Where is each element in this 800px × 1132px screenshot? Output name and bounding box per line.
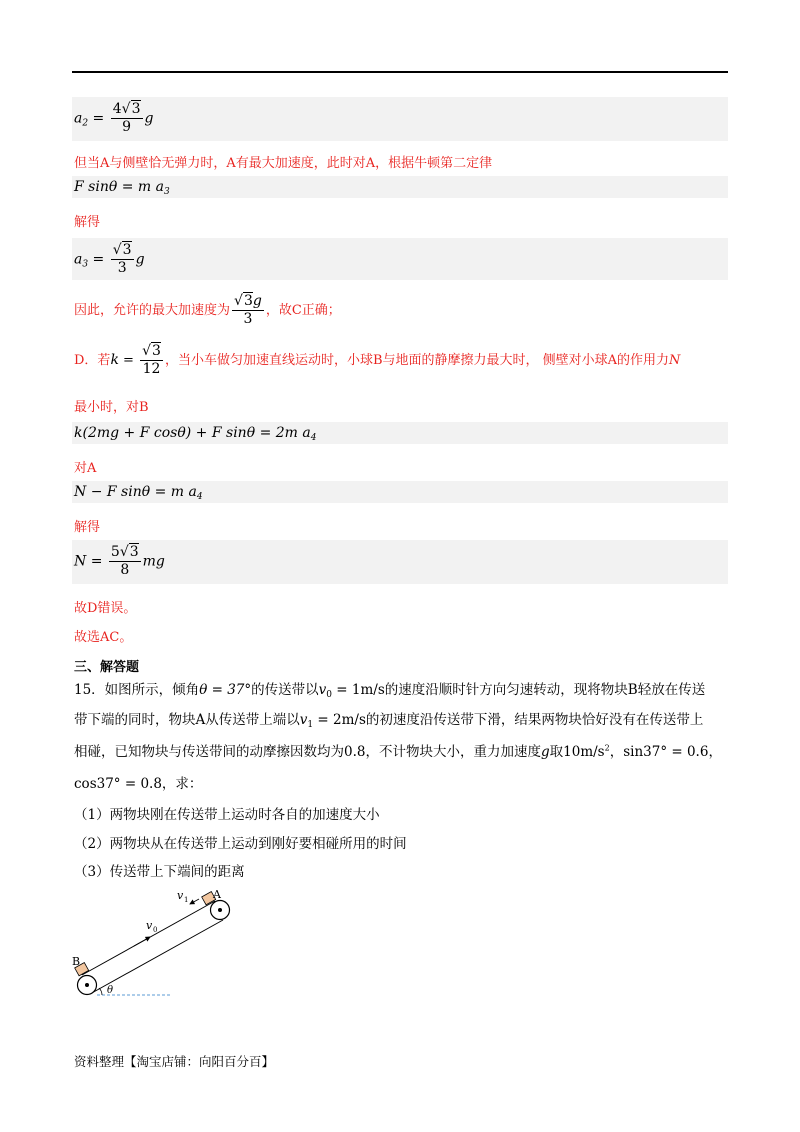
angle-arc [99, 988, 102, 995]
label-b: B [72, 955, 81, 968]
question-part-1: （1）两物块刚在传送带上运动时各自的加速度大小 [74, 807, 380, 823]
question-part-2: （2）两物块从在传送带上运动到刚好要相碰所用的时间 [74, 836, 407, 852]
belt [82, 901, 223, 994]
label-v0: v [146, 919, 153, 932]
equation-band [72, 238, 728, 280]
top-pulley [211, 901, 230, 920]
equation-n: N − F sinθ = m $a_4$ [74, 484, 203, 502]
equation-k: k(2mg + F cosθ) + F sinθ = 2m $a_4$ [74, 425, 317, 443]
text-dui-a: 对A [74, 461, 97, 476]
question-15-line3: 相碰，已知物块与传送带间的动摩擦因数均为0.8，不计物块大小，重力加速度g取$10m/s^2$，sin37° = 0.6， [74, 743, 722, 760]
v0-arrow [134, 937, 150, 946]
equation-band [72, 176, 728, 198]
text-jiede: 解得 [74, 215, 101, 230]
text-option-d: D．若k = $\frac{√3}{12}$ ，当小车做匀加速直线运动时，小球B与地面的静摩擦力最大时， 侧壁对小球A的作用力N [74, 343, 681, 377]
header-rule [72, 71, 728, 73]
equation-band [72, 540, 728, 584]
text-min-b: 最小时，对B [74, 400, 149, 415]
text-d-wrong: 故D错误。 [74, 601, 137, 616]
label-a: A [213, 888, 221, 901]
question-15-line1: 15．如图所示，倾角θ = 37°的传送带以$v_0 = 1m/s$的速度沿顺时针方向匀速转动，现将物块B轻放在传送 [74, 682, 706, 700]
section-heading: 三、解答题 [74, 660, 140, 675]
label-v1-sub: 1 [184, 896, 189, 904]
question-15-line4: cos37° = 0.8，求： [74, 776, 203, 792]
label-theta: θ [107, 985, 114, 996]
footer-source: 资料整理【淘宝店铺：向阳百分百】 [74, 1054, 275, 1069]
question-15-line2: 带下端的同时，物块A从传送带上端以$v_1 = 2m/s$的初速度沿传送带下滑，结果两物块恰好没有在传送带上 [74, 712, 704, 730]
equation-f-sin: F sinθ = m $a_3$ [74, 179, 170, 197]
question-part-3: （3）传送带上下端间的距离 [74, 864, 245, 880]
equation-band [72, 97, 728, 141]
text-no-wall-force: 但当A与侧壁恰无弹力时，A有最大加速度，此时对A，根据牛顿第二定律 [74, 156, 493, 171]
bottom-pulley [78, 976, 97, 995]
conveyor-belt-figure [70, 885, 240, 1005]
text-answer-ac: 故选AC。 [74, 630, 133, 645]
label-v1: v [177, 889, 184, 902]
v1-arrow [190, 899, 199, 904]
text-jiede: 解得 [74, 520, 101, 535]
equation-a3: $a_3$ = $\frac{√3}{3}$ g [74, 242, 145, 276]
equation-a2: $a_2$ = $\frac{4√3}{9}$ g [74, 101, 154, 135]
text-option-c: 因此，允许的最大加速度为 $\frac{√3g}{3}$ ，故C正确； [74, 293, 341, 327]
equation-n-result: N = $\frac{5√3}{8}$ mg [74, 544, 165, 578]
label-v0-sub: 0 [153, 926, 158, 934]
